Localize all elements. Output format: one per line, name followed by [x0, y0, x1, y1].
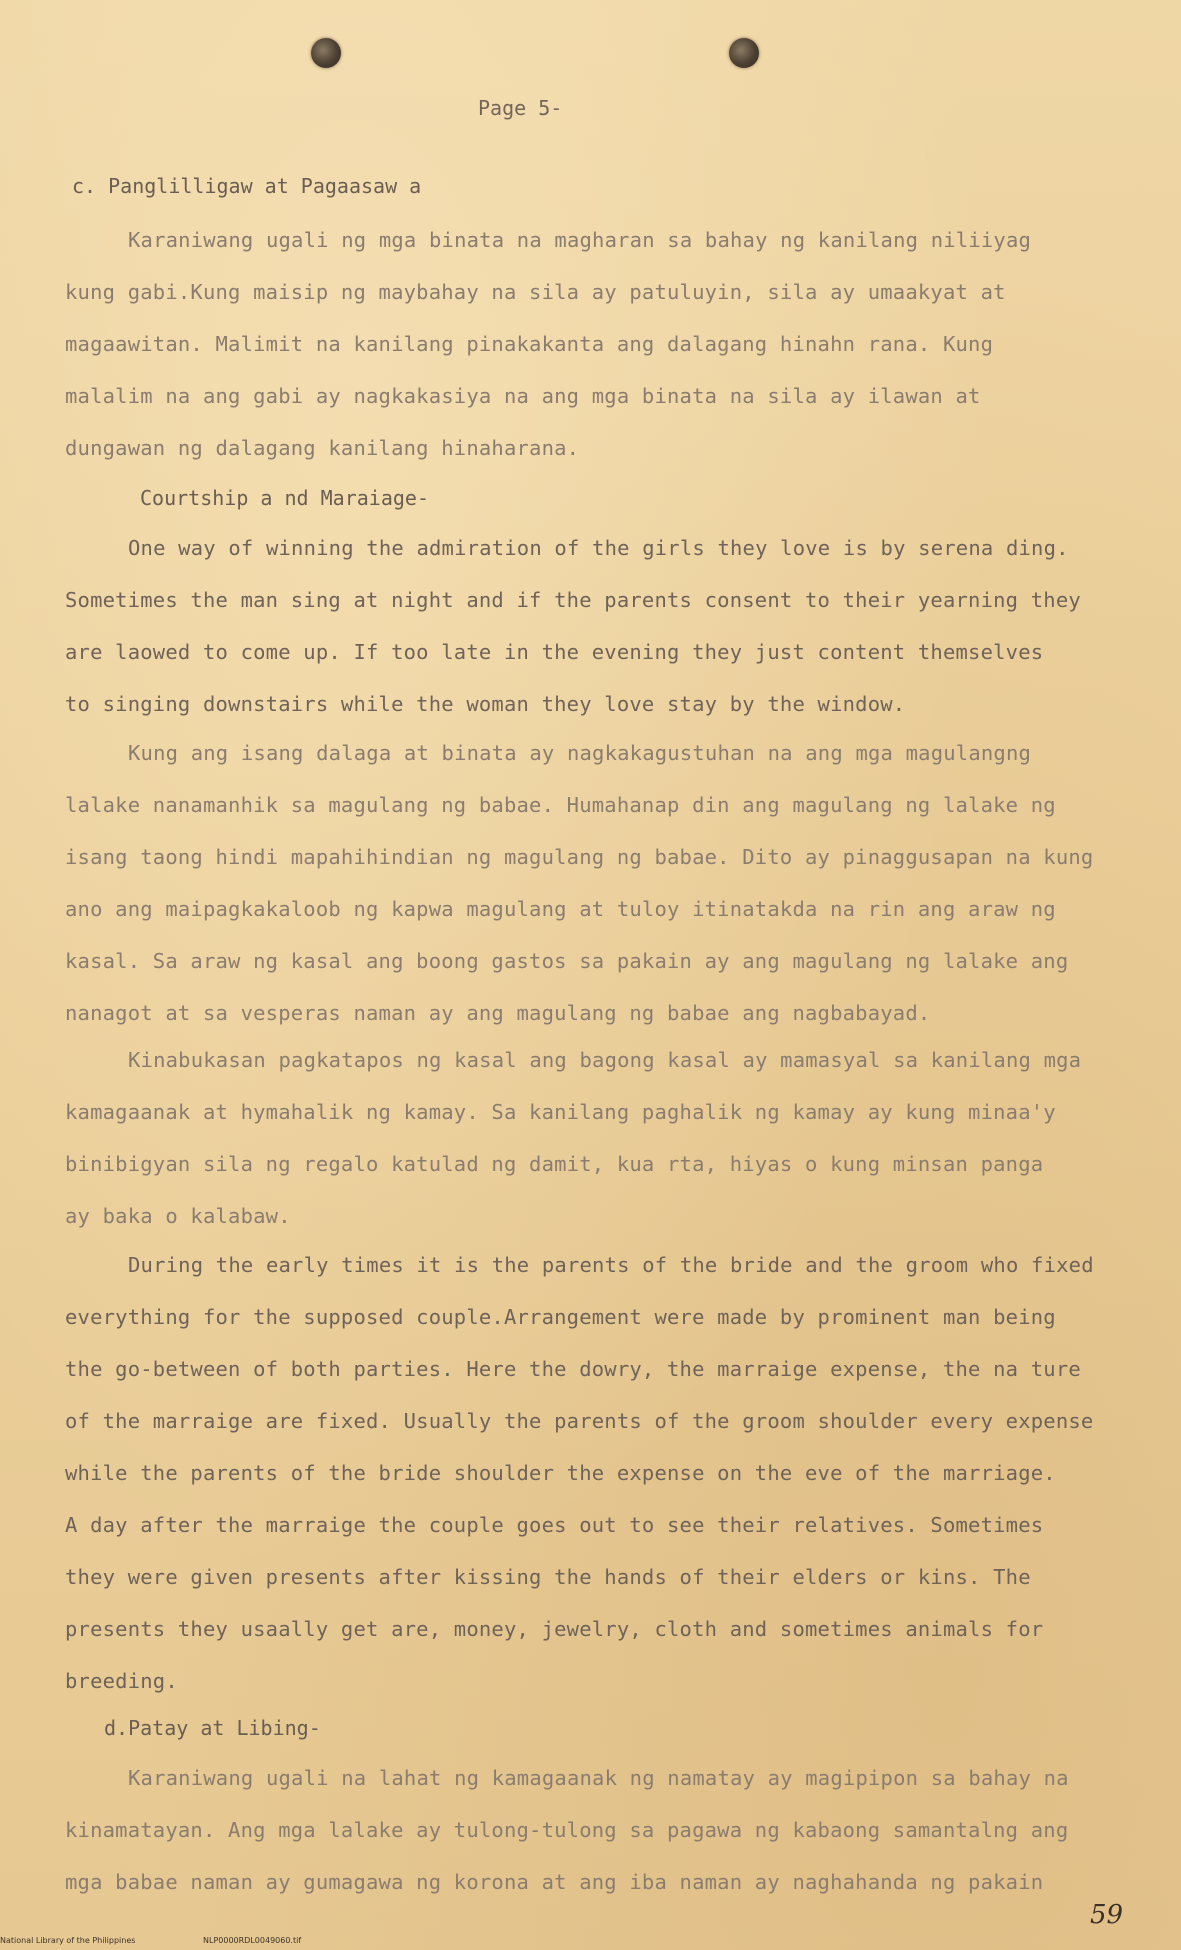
text-line: ano ang maipagkakaloob ng kapwa magulang at tuloy itinatakda na rin ang araw ng	[65, 897, 1056, 921]
text-line: Karaniwang ugali ng mga binata na magharan sa bahay ng kanilang niliiyag	[128, 228, 1032, 252]
text-line: isang taong hindi mapahihindian ng magulang ng babae. Dito ay pinaggusapan na kung	[65, 845, 1094, 869]
section-c-english-paragraph	[65, 522, 1125, 730]
text-line: Karaniwang ugali na lahat ng kamagaanak ng namatay ay magipipon sa bahay na	[128, 1766, 1069, 1790]
text-line: lalake nanamanhik sa magulang ng babae. Humahanap din ang magulang ng lalake ng	[65, 793, 1056, 817]
text-line: while the parents of the bride shoulder the expense on the eve of the marriage.	[65, 1461, 1056, 1485]
text-line: Kinabukasan pagkatapos ng kasal ang bagong kasal ay mamasyal sa kanilang mga	[128, 1048, 1082, 1072]
text-line: One way of winning the admiration of the girls they love is by serena ding.	[128, 536, 1069, 560]
folio-number: 59	[1090, 1900, 1124, 1930]
courtship-heading: Courtship a nd Maraiage-	[140, 486, 429, 510]
scan-footer	[0, 1936, 302, 1945]
section-c-heading: c. Panglilligaw at Pagaasaw a	[72, 174, 422, 198]
text-line: are laowed to come up. If too late in the evening they just content themselves	[65, 640, 1044, 664]
section-d-tagalog-paragraph	[65, 1752, 1125, 1908]
library-credit: National Library of the Philippines	[0, 1936, 136, 1945]
section-c-english-paragraph-2	[65, 1239, 1125, 1707]
text-line: of the marraige are fixed. Usually the parents of the groom shoulder every expense	[65, 1409, 1094, 1433]
text-line: breeding.	[65, 1669, 178, 1693]
text-line: kamagaanak at hymahalik ng kamay. Sa kanilang paghalik ng kamay ay kung minaa'y	[65, 1100, 1056, 1124]
text-line: magaawitan. Malimit na kanilang pinakakanta ang dalagang hinahn rana. Kung	[65, 332, 994, 356]
text-line: everything for the supposed couple.Arrangement were made by prominent man being	[65, 1305, 1056, 1329]
text-line: Sometimes the man sing at night and if the parents consent to their yearning they	[65, 588, 1081, 612]
text-line: presents they usaally get are, money, jewelry, cloth and sometimes animals for	[65, 1617, 1044, 1641]
section-d-heading: d.Patay at Libing-	[104, 1716, 321, 1740]
file-name: NLP0000RDL0049060.tif	[203, 1936, 302, 1945]
text-line: During the early times it is the parents of the bride and the groom who fixed	[128, 1253, 1094, 1277]
section-c-tagalog-paragraph-2	[65, 727, 1125, 1039]
punch-hole-right	[729, 38, 759, 68]
text-line: to singing downstairs while the woman they love stay by the window.	[65, 692, 906, 716]
text-line: ay baka o kalabaw.	[65, 1204, 291, 1228]
text-line: kasal. Sa araw ng kasal ang boong gastos sa pakain ay ang magulang ng lalake ang	[65, 949, 1069, 973]
text-line: A day after the marraige the couple goes out to see their relatives. Sometimes	[65, 1513, 1044, 1537]
text-line: kung gabi.Kung maisip ng maybahay na sila ay patuluyin, sila ay umaakyat at	[65, 280, 1006, 304]
text-line: nanagot at sa vesperas naman ay ang magulang ng babae ang nagbabayad.	[65, 1001, 931, 1025]
text-line: dungawan ng dalagang kanilang hinaharana.	[65, 436, 580, 460]
punch-hole-left	[311, 38, 341, 68]
text-line: the go-between of both parties. Here the dowry, the marraige expense, the na ture	[65, 1357, 1081, 1381]
section-c-tagalog-paragraph	[65, 214, 1125, 474]
text-line: binibigyan sila ng regalo katulad ng damit, kua rta, hiyas o kung minsan panga	[65, 1152, 1044, 1176]
text-line: they were given presents after kissing the hands of their elders or kins. The	[65, 1565, 1031, 1589]
text-line: Kung ang isang dalaga at binata ay nagkakagustuhan na ang mga magulangng	[128, 741, 1032, 765]
text-line: malalim na ang gabi ay nagkakasiya na ang mga binata na sila ay ilawan at	[65, 384, 981, 408]
text-line: kinamatayan. Ang mga lalake ay tulong-tulong sa pagawa ng kabaong samantalng ang	[65, 1818, 1069, 1842]
section-c-tagalog-paragraph-3	[65, 1034, 1125, 1242]
page-number: Page 5-	[478, 96, 563, 120]
text-line: mga babae naman ay gumagawa ng korona at ang iba naman ay naghahanda ng pakain	[65, 1870, 1044, 1894]
